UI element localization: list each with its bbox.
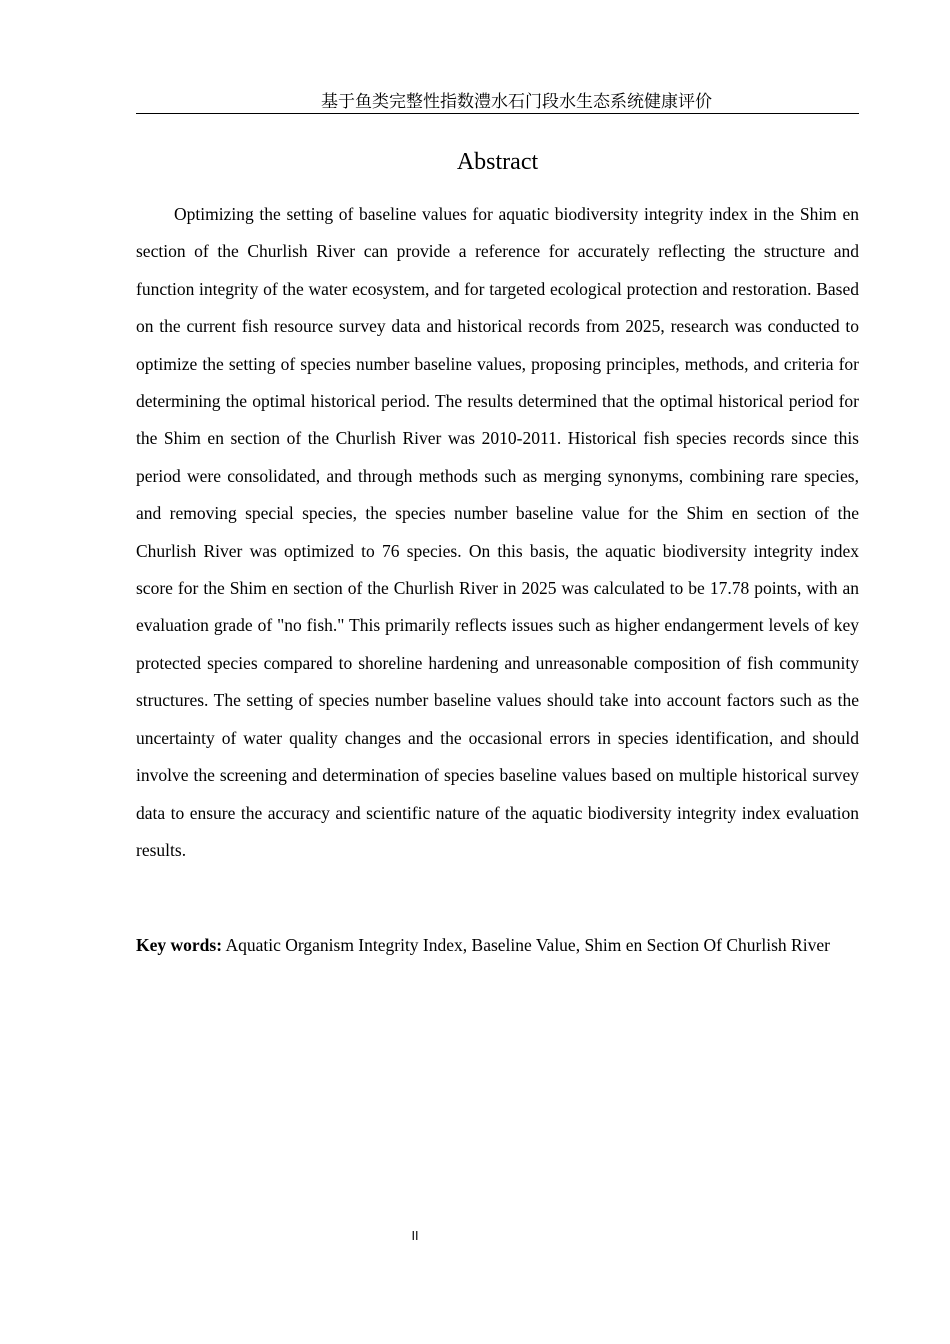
page-number: II bbox=[411, 1229, 419, 1243]
running-header bbox=[136, 91, 859, 114]
keywords-line bbox=[136, 927, 859, 964]
keywords-label: Key words: bbox=[136, 935, 223, 955]
abstract-heading: Abstract bbox=[456, 149, 539, 175]
running-header-title: 基于鱼类完整性指数澧水石门段水生态系统健康评价 bbox=[321, 92, 712, 112]
abstract-paragraph: Optimizing the setting of baseline values for aquatic biodiversity integrity index in the Shim en section of the Churlish River can provide a reference for accurately reflecting the structure and function integrity of the water ecosystem, and for targeted ecological protection and restoration. Based on the current fish resource survey data and historical records from 2025, research was conducted to optimize the setting of species number baseline values, proposing principles, methods, and criteria for determining the optimal historical period. The results determined that the optimal historical period for the Shim en section of the Churlish River was 2010-2011. Historical fish species records since this period were consolidated, and through methods such as merging synonyms, combining rare species, and removing special species, the species number baseline value for the Shim en section of the Churlish River was optimized to 76 species. On this basis, the aquatic biodiversity integrity index score for the Shim en section of the Churlish River in 2025 was calculated to be 17.78 points, with an evaluation grade of "no fish." This primarily reflects issues such as higher endangerment levels of key protected species compared to shoreline hardening and unreasonable composition of fish community structures. The setting of species number baseline values should take into account factors such as the uncertainty of water quality changes and the occasional errors in species identification, and should involve the screening and determination of species baseline values based on multiple historical survey data to ensure the accuracy and scientific nature of the aquatic biodiversity integrity index evaluation results. bbox=[136, 204, 859, 860]
keywords-text: Aquatic Organism Integrity Index, Baseline Value, Shim en Section Of Churlish River bbox=[225, 935, 830, 955]
